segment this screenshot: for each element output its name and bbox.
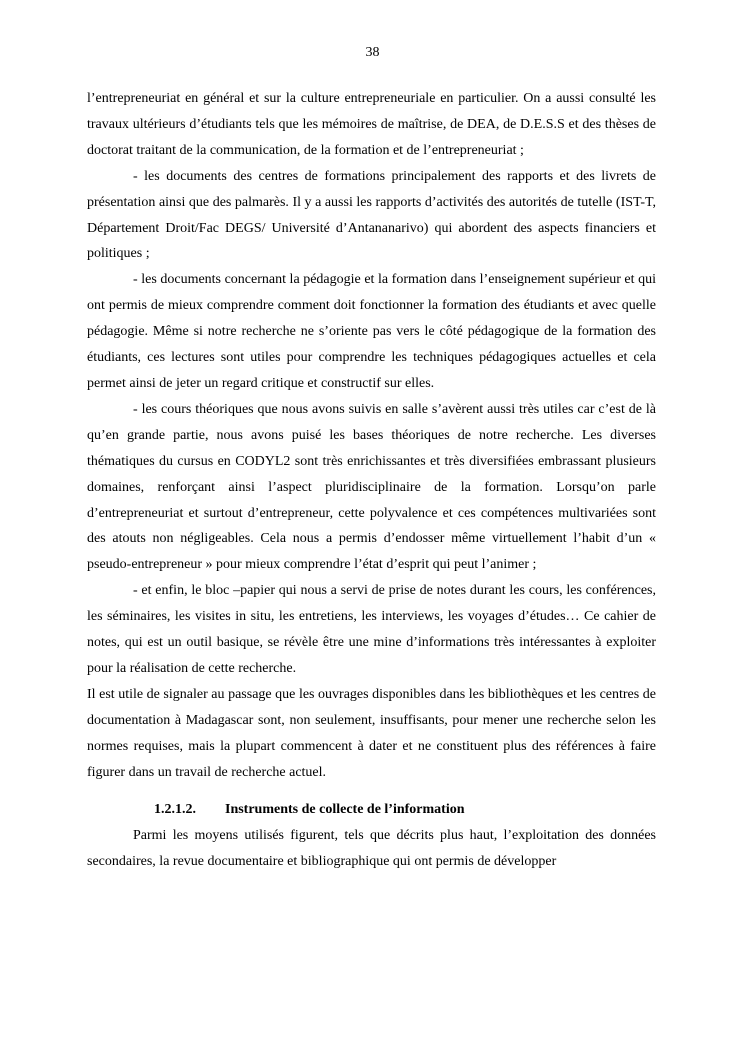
paragraph-4-list-item: - les cours théoriques que nous avons suivis en salle s’avèrent aussi très utiles car c’est de là qu’en grande partie, nous avons puisé les bases théoriques de notre recherche. Les diverses thématiques du cursus en CODYL2 sont très enrichissantes et très diversifiées embrassant plusieurs domaines, renforçant ainsi l’aspect pluridisciplinaire de la formation. Lorsqu’on parle d’entrepreneuriat et surtout d’entrepreneur, cette polyvalence et ces compétences multivariées sont des atouts non négligeables. Cela nous a permis d’endosser même virtuellement l’habit d’un « pseudo-entrepreneur » pour mieux comprendre l’état d’esprit qui peut l’animer ; <box>87 401 656 573</box>
document-body <box>87 86 656 875</box>
closing-paragraph: Parmi les moyens utilisés figurent, tels que décrits plus haut, l’exploitation des données secondaires, la revue documentaire et bibliographique qui ont permis de développer <box>87 828 656 870</box>
section-title: Instruments de collecte de l’information <box>225 802 465 818</box>
section-number: 1.2.1.2. <box>154 802 196 818</box>
page-number: 38 <box>365 45 380 60</box>
paragraph-5-list-item: - et enfin, le bloc –papier qui nous a servi de prise de notes durant les cours, les conférences, les séminaires, les visites in situ, les entretiens, les interviews, les voyages d’études… Ce cahier de notes, qui est un outil basique, se révèle être une mine d’informations très intéressantes à exploiter pour la réalisation de cette recherche. <box>87 583 656 676</box>
paragraph-2-list-item: - les documents des centres de formations principalement des rapports et des livrets de présentation ainsi que des palmarès. Il y a aussi les rapports d’activités des autorités de tutelle (IST-T, Département Droit/Fac DEGS/ Université d’Antananarivo) qui abordent des aspects financiers et politiques ; <box>87 168 656 262</box>
section-heading <box>87 797 656 823</box>
paragraph-1: l’entrepreneuriat en général et sur la culture entrepreneuriale en particulier. On a aussi consulté les travaux ultérieurs d’étudiants tels que les mémoires de maîtrise, de DEA, de D.E.S.S et des thèses de doctorat traitant de la communication, de la formation et de l’entrepreneuriat ; <box>87 91 656 158</box>
paragraph-3-list-item: - les documents concernant la pédagogie et la formation dans l’enseignement supérieur et qui ont permis de mieux comprendre comment doit fonctionner la formation des étudiants et avec quelle pédagogie. Même si notre recherche ne s’oriente pas vers le côté pédagogique de la formation des étudiants, ces lectures sont utiles pour comprendre les techniques pédagogiques actuelles et cela permet ainsi de jeter un regard critique et constructif sur elles. <box>87 272 656 391</box>
paragraph-6: Il est utile de signaler au passage que les ouvrages disponibles dans les bibliothèques et les centres de documentation à Madagascar sont, non seulement, insuffisants, pour mener une recherche selon les normes requises, mais la plupart commencent à dater et ne constituent plus des références à faire figurer dans un travail de recherche actuel. <box>87 686 656 780</box>
